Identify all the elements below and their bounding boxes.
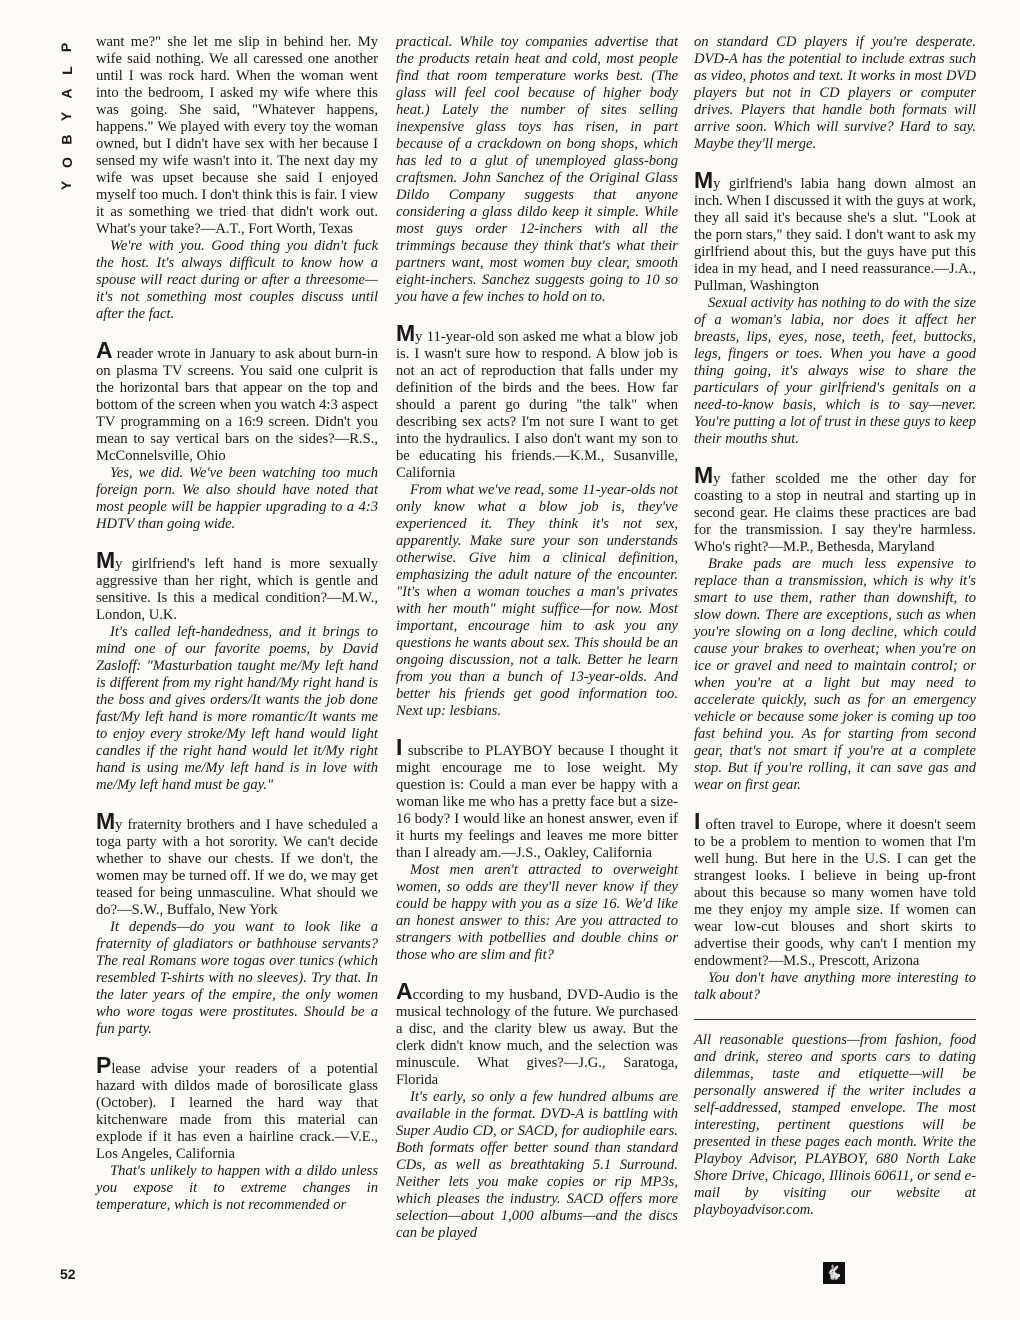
advisor-answer: It's called left-handedness, and it brings to mind one of our favorite poems, by David Zasloff: "Masturbation taught me/My left hand is different from my right hand/My right hand is the boss and gives orders/It wants the job done fast/My left hand is more romantic/It wants me to enjoy every stroke/My left hand would light candles if the right hand would let it/My right hand is using me/My left hand is in love with me/My left hand must be gay." — [96, 624, 378, 793]
magazine-name-letter: Y — [58, 180, 75, 191]
advisor-answer: Sexual activity has nothing to do with the size of a woman's labia, nor does it affect her breasts, lips, eyes, nose, teeth, feet, buttocks, legs, fingers or toes. When you have a good thing going, it's always wise to share the particulars of your girlfriend's genitals on a need-to-know basis, which is to say—never. You're putting a lot of trust in these guys to keep their mouths shut. — [694, 295, 976, 447]
reader-question: I subscribe to PLAYBOY because I thought it might encourage me to lose weight. My question is: Could a man ever be happy with a woman like me who has a pretty face but a size-16 body? I would like an honest answer, even if it hurts my feelings and leaves me more bitter than I already am.—J.S., Oakley, California — [396, 734, 678, 861]
column-3 — [694, 34, 976, 1219]
advisor-answer: You don't have anything more interesting to talk about? — [694, 970, 976, 1003]
reader-question: My girlfriend's left hand is more sexually aggressive than her right, which is gentle and sensitive. Is this a medical condition?—M.W., London, U.K. — [96, 547, 378, 623]
advisor-answer: Brake pads are much less expensive to replace than a transmission, which is why it's smart to use them, rather than downshift, to slow down. There are exceptions, such as when you're slowing on a long decline, which could cause your brakes to overheat; when you're on ice or gravel and need to maintain control; or when you're at a light but may need to accelerate quickly, such as for an emergency vehicle or because some joker is coming up too fast behind you. As for starting from second gear, that's not smart if you're at a complete stop. But if you're rolling, it can save gas and wear on first gear. — [694, 556, 976, 793]
reader-question: Please advise your readers of a potential hazard with dildos made of borosilicate glass (October). I learned the hard way that kitchenware made from this material can explode if it has even a hairline crack.—V.E., Los Angeles, California — [96, 1052, 378, 1162]
column-1 — [96, 34, 378, 1214]
drop-cap: I — [694, 808, 701, 834]
drop-cap: M — [694, 462, 714, 488]
reader-question: want me?" she let me slip in behind her. My wife said nothing. We all caressed one another until I was rock hard. When the woman went into the bedroom, I asked my wife where this was going. She said, "Whatever happens, happens." We played with every toy the woman owned, but I didn't have sex with her because I sensed my wife wasn't into it. The next day my wife was upset because she said I enjoyed myself too much. I don't think this is fair. I view it as something we tried that didn't work out. What's your take?—A.T., Fort Worth, Texas — [96, 34, 378, 237]
rabbit-head-icon: 🐇 — [823, 1262, 845, 1284]
drop-cap: M — [96, 808, 116, 834]
drop-cap: M — [96, 547, 116, 573]
advisor-answer: All reasonable questions—from fashion, food and drink, stereo and sports cars to dating dilemmas, taste and etiquette—will be personally answered if the writer includes a self-addressed, stamped envelope. The most interesting, pertinent questions will be presented in these pages each month. Write the Playboy Advisor, PLAYBOY, 680 North Lake Shore Drive, Chicago, Illinois 60611, or send e-mail by visiting our website at playboyadvisor.com. — [694, 1032, 976, 1218]
advisor-answer: From what we've read, some 11-year-olds not only know what a blow job is, they've experienced it. They think it's not sex, apparently. Make sure your son understands otherwise. Give him a clinical definition, emphasizing the adult nature of the encounter. "It's when a woman touches a man's privates with her mouth" might suffice—for now. Most important, encourage him to ask you any questions he wants about sex. This should be an ongoing discussion, not a talk. Better he learn from you than a bunch of 13-year-olds. And better his friends get good information too. Next up: lesbians. — [396, 482, 678, 719]
advisor-answer: practical. While toy companies advertise that the products retain heat and cold, most people find that room temperature works best. (The glass will feel cool because of higher body heat.) Lately the number of sites selling inexpensive glass toys has risen, in part because of a crackdown on bong shops, which has led to a glut of unemployed glass-bong craftsmen. John Sanchez of the Original Glass Dildo Company suggests that anyone considering a glass dildo keep it simple. While most guys order 12-inchers with all the trimmings because they think that's what their partners want, most women buy clear, smooth eight-inchers. Sanchez suggests going to 10 so you have a few inches to hold on to. — [396, 34, 678, 305]
magazine-name-letter: B — [58, 134, 75, 145]
drop-cap: A — [96, 337, 113, 363]
magazine-name-letter: L — [58, 66, 75, 75]
magazine-name-letter: Y — [58, 111, 75, 122]
column-2 — [396, 34, 678, 1242]
reader-question: I often travel to Europe, where it doesn't seem to be a problem to mention to women that I'm well hung. But here in the U.S. I can get the strangest looks. I believe in being up-front about this because so many women have told me they enjoy my ample size. If women can wear low-cut blouses and short skirts to advertise their goods, why can't I mention my endowment?—M.S., Prescott, Arizona — [694, 808, 976, 969]
drop-cap: M — [396, 320, 416, 346]
reader-question: My girlfriend's labia hang down almost an inch. When I discussed it with the guys at work, they all said it's because she's a slut. "Look at the porn stars," they said. I don't want to ask my girlfriend about this, but the guys have put this idea in my head, and I need reassurance.—J.A., Pullman, Washington — [694, 167, 976, 294]
reader-question: According to my husband, DVD-Audio is the musical technology of the future. We purchased a disc, and the clarity blew us away. But the clerk didn't know much, and the selection was minuscule. What gives?—J.G., Saratoga, Florida — [396, 978, 678, 1088]
magazine-name-letter: O — [58, 157, 75, 168]
magazine-name-vertical — [58, 36, 76, 197]
advisor-answer: Yes, we did. We've been watching too much foreign porn. We also should have noted that most people will be happier upgrading to a 4:3 HDTV than going wide. — [96, 465, 378, 532]
reader-question: My father scolded me the other day for coasting to a stop in neutral and starting up in second gear. He claims these practices are bad for the transmission. I say they're harmless. Who's right?—M.P., Bethesda, Maryland — [694, 462, 976, 555]
drop-cap: A — [396, 978, 413, 1004]
drop-cap: I — [396, 734, 403, 760]
section-divider — [694, 1019, 976, 1020]
advisor-answer: It's early, so only a few hundred albums are available in the format. DVD-A is battling with Super Audio CD, or SACD, for audiophile ears. Both formats offer better sound than standard CDs, as well as breathtaking 5.1 Surround. Neither lets you make copies or rip MP3s, which pleases the industry. SACD offers more selection—about 1,000 albums—and the discs can be played — [396, 1089, 678, 1241]
drop-cap: M — [694, 167, 714, 193]
magazine-name-letter: P — [58, 42, 75, 53]
reader-question: My 11-year-old son asked me what a blow job is. I wasn't sure how to respond. A blow job is not an act of reproduction that falls under my definition of the birds and the bees. How far should a parent go during "the talk" when describing sex acts? I'm not sure I want to get into the hydraulics. I also don't want my son to be educating his friends.—K.M., Susanville, California — [396, 320, 678, 481]
magazine-name-letter: A — [58, 88, 75, 99]
drop-cap: P — [96, 1052, 112, 1078]
advisor-answer: That's unlikely to happen with a dildo unless you expose it to extreme changes in temperature, which is not recommended or — [96, 1163, 378, 1213]
advisor-answer: Most men aren't attracted to overweight women, so odds are they'll never know if they could be happy with you as a size 16. We'd like an honest answer to this: Are you attracted to strangers with potbellies and double chins or those who are slim and fit? — [396, 862, 678, 963]
reader-question: My fraternity brothers and I have scheduled a toga party with a hot sorority. We can't decide whether to shave our chests. If we don't, the women may be turned off. If we do, we may get teased for being unmasculine. What should we do?—S.W., Buffalo, New York — [96, 808, 378, 918]
advisor-answer: It depends—do you want to look like a fraternity of gladiators or bathhouse servants? The real Romans wore togas over tunics (which resembled T-shirts with no sleeves). Try that. In the later years of the empire, the only women who wore togas were prostitutes. Should be a fun party. — [96, 919, 378, 1037]
page-number: 52 — [60, 1266, 76, 1282]
reader-question: A reader wrote in January to ask about burn-in on plasma TV screens. You said one culprit is the horizontal bars that appear on the top and bottom of the screen when you watch 4:3 aspect TV programming on a 16:9 screen. Didn't you mean to say vertical bars on the sides?—R.S., McConnelsville, Ohio — [96, 337, 378, 464]
advisor-answer: We're with you. Good thing you didn't fuck the host. It's always difficult to know how a spouse will react during or after a threesome—it's not something most couples discuss until after the fact. — [96, 238, 378, 322]
advisor-answer: on standard CD players if you're desperate. DVD-A has the potential to include extras such as video, photos and text. It works in most DVD players but not in CD players or computer drives. Players that handle both formats will arrive soon. Which will survive? Hard to say. Maybe they'll merge. — [694, 34, 976, 152]
